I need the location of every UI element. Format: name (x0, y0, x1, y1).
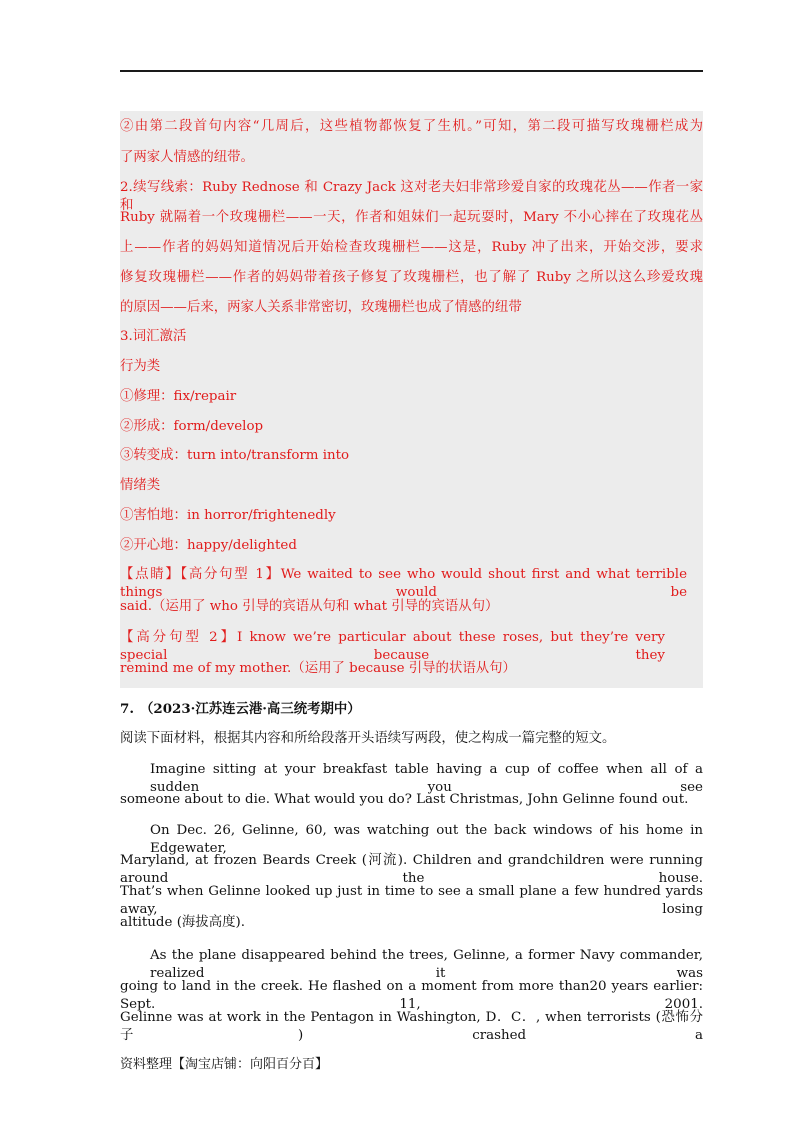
passage-line: That’s when Gelinne looked up just in time to see a small plane a few hundred yards away, losing (120, 884, 703, 917)
key-sentence-line: remind me of my mother.（运用了 because 引导的状语从句） (120, 661, 516, 676)
answer-line: 了两家人情感的纽带。 (120, 150, 254, 165)
vocab-category: 情绪类 (120, 478, 161, 493)
key-sentence-line: 【点睛】【高分句型 1】We waited to see who would shout first and what terrible things would be (120, 567, 687, 600)
passage-line: On Dec. 26, Gelinne, 60, was watching out the back windows of his home in Edgewater, (150, 823, 703, 856)
answer-line: 修复玫瑰栅栏——作者的妈妈带着孩子修复了玫瑰栅栏，也了解了 Ruby 之所以这么珍爱玫瑰 (120, 270, 703, 285)
vocab-item: ①害怕地：in horror/frightenedly (120, 508, 336, 523)
question-source: （2023·江苏连云港·高三统考期中） (140, 701, 361, 717)
question-instruction: 阅读下面材料，根据其内容和所给段落开头语续写两段，使之构成一篇完整的短文。 (120, 731, 616, 746)
passage-line: As the plane disappeared behind the trees, Gelinne, a former Navy commander, realized it was (150, 948, 703, 981)
key-sentence-line: said.（运用了 who 引导的宾语从句和 what 引导的宾语从句） (120, 599, 499, 614)
answer-line: 2.续写线索：Ruby Rednose 和 Crazy Jack 这对老夫妇非常珍爱自家的玫瑰花丛——作者一家和 (120, 180, 703, 213)
vocab-heading: 3.词汇激活 (120, 329, 187, 344)
passage-line: Gelinne was at work in the Pentagon in Washington, D．C．, when terrorists (恐怖分子) crashed a (120, 1010, 703, 1043)
vocab-item: ②形成：form/develop (120, 419, 264, 434)
footer-text: 资料整理【淘宝店铺：向阳百分百】 (120, 1057, 329, 1072)
passage-line: altitude (海拔高度). (120, 915, 245, 930)
passage-line: going to land in the creek. He flashed on a moment from more than20 years earlier: Sept. 11, 2001. (120, 979, 703, 1012)
key-sentence-line: 【高分句型 2】I know we’re particular about these roses, but they’re very special because they (120, 630, 665, 663)
passage-line: Imagine sitting at your breakfast table having a cup of coffee when all of a sudden you see (150, 762, 703, 795)
vocab-item: ②开心地：happy/delighted (120, 538, 297, 553)
passage-line: Maryland, at frozen Beards Creek (河流). Children and grandchildren were running around the house. (120, 853, 703, 886)
answer-line: ②由第二段首句内容“几周后，这些植物都恢复了生机。”可知，第二段可描写玫瑰栅栏成为 (120, 119, 703, 134)
answer-line: 的原因——后来，两家人关系非常密切，玫瑰栅栏也成了情感的纽带 (120, 300, 522, 315)
vocab-item: ①修理：fix/repair (120, 389, 237, 404)
passage-line: someone about to die. What would you do? Last Christmas, John Gelinne found out. (120, 792, 689, 807)
vocab-category: 行为类 (120, 359, 161, 374)
question-number: 7. (120, 701, 134, 717)
answer-line: 上——作者的妈妈知道情况后开始检查玫瑰栅栏——这是，Ruby 冲了出来，开始交涉，要求 (120, 240, 703, 255)
vocab-item: ③转变成：turn into/transform into (120, 448, 350, 463)
answer-line: Ruby 就隔着一个玫瑰栅栏——一天，作者和姐妹们一起玩耍时，Mary 不小心摔在了玫瑰花丛 (120, 210, 703, 225)
header-rule (120, 70, 703, 72)
